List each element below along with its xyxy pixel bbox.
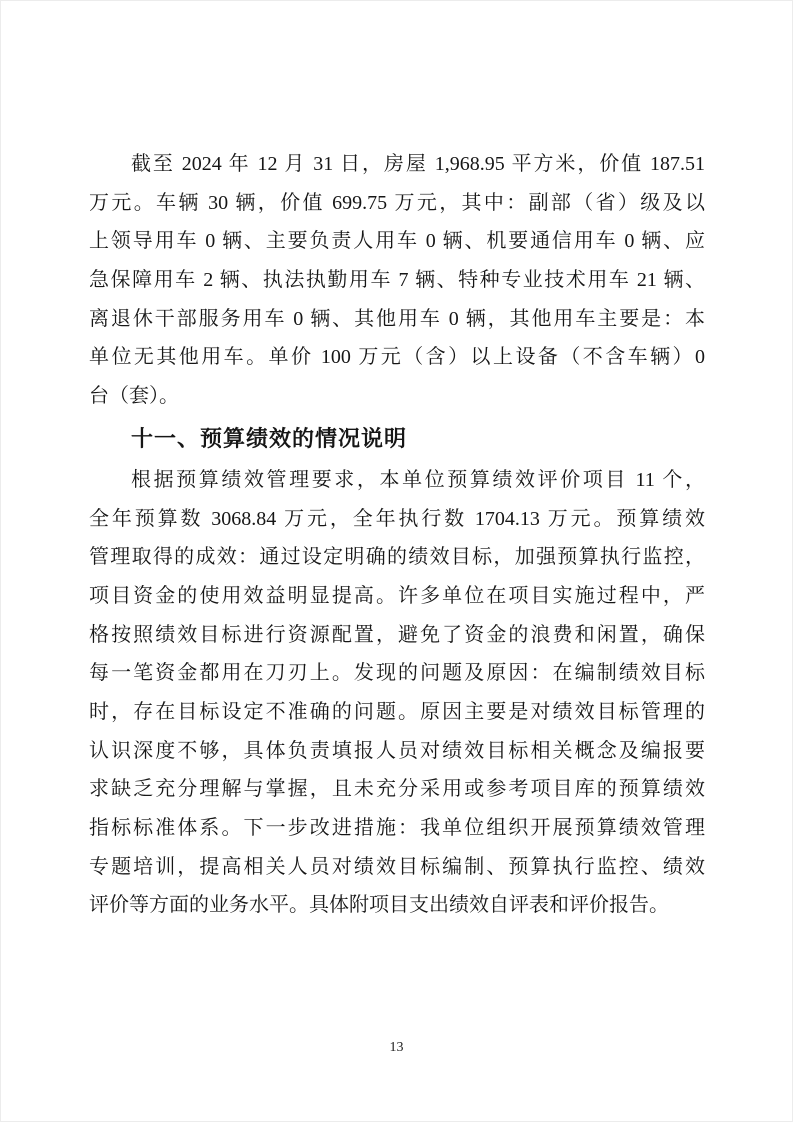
text-line: 根据预算绩效管理要求，本单位预算绩效评价项目 11 个， xyxy=(131,468,705,491)
text-line: 截至 2024 年 12 月 31 日，房屋 1,968.95 平方米，价值 187.51 xyxy=(131,153,705,175)
text-line: 万元。车辆 30 辆，价值 699.75 万元，其中：副部（省）级及以 xyxy=(89,191,705,214)
text-line: 单位无其他用车。单价 100 万元（含）以上设备（不含车辆）0 xyxy=(89,346,705,369)
text-line: 格按照绩效目标进行资源配置，避免了资金的浪费和闲置，确保 xyxy=(89,623,705,646)
text-line: 时，存在目标设定不准确的问题。原因主要是对绩效目标管理的 xyxy=(89,700,705,723)
text-line: 项目资金的使用效益明显提高。许多单位在项目实施过程中，严 xyxy=(89,584,705,607)
assets-paragraph xyxy=(89,145,705,416)
text-line: 全年预算数 3068.84 万元，全年执行数 1704.13 万元。预算绩效 xyxy=(89,507,705,530)
text-line: 上领导用车 0 辆、主要负责人用车 0 辆、机要通信用车 0 辆、应 xyxy=(89,230,705,253)
text-line: 台（套）。 xyxy=(89,385,179,408)
text-line: 求缺乏充分理解与掌握，且未充分采用或参考项目库的预算绩效 xyxy=(89,778,705,801)
text-line: 指标标准体系。下一步改进措施：我单位组织开展预算绩效管理 xyxy=(89,817,705,839)
text-line: 专题培训，提高相关人员对绩效目标编制、预算执行监控、绩效 xyxy=(89,855,705,878)
text-line: 急保障用车 2 辆、执法执勤用车 7 辆、特种专业技术用车 21 辆、 xyxy=(89,269,705,292)
text-line: 每一笔资金都用在刀刃上。发现的问题及原因：在编制绩效目标 xyxy=(89,662,705,685)
text-line: 管理取得的成效：通过设定明确的绩效目标，加强预算执行监控， xyxy=(89,546,705,569)
text-line: 评价等方面的业务水平。具体附项目支出绩效自评表和评价报告。 xyxy=(89,894,669,917)
text-line: 认识深度不够，具体负责填报人员对绩效目标相关概念及编报要 xyxy=(89,739,705,762)
performance-paragraph xyxy=(89,461,705,925)
document-body xyxy=(89,145,705,925)
section-heading-11: 十一、预算绩效的情况说明 xyxy=(131,425,408,451)
text-line: 离退休干部服务用车 0 辆、其他用车 0 辆，其他用车主要是：本 xyxy=(89,307,705,330)
page-number: 13 xyxy=(389,1040,404,1055)
